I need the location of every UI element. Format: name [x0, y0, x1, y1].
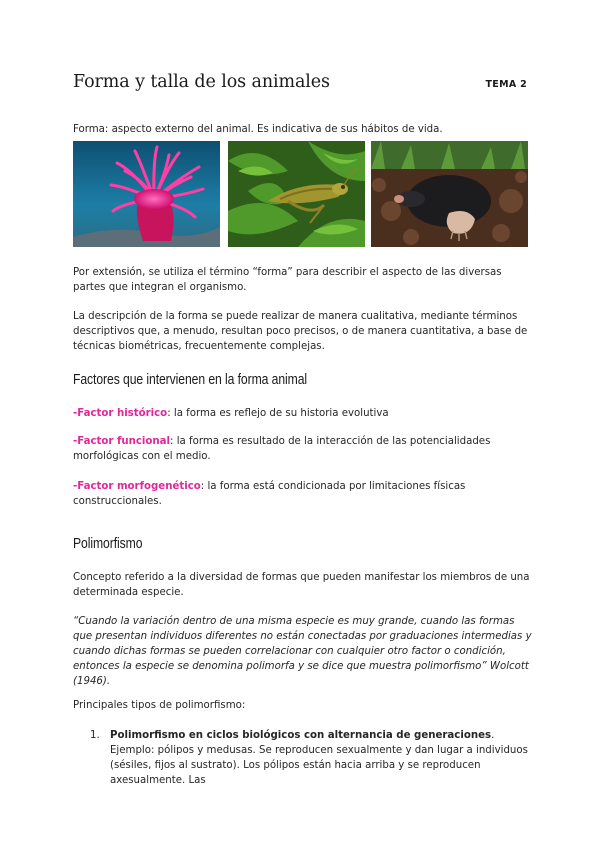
factor-text: : la forma es resultado de la interacción de las potencialidades morfológicas con el medio. — [73, 436, 491, 462]
chapter-label: TEMA 2 — [485, 79, 527, 90]
concept-paragraph: Concepto referido a la diversidad de formas que pueden manifestar los miembros de una determinada especie. — [73, 572, 530, 598]
factor-text: : la forma es reflejo de su historia evolutiva — [167, 408, 389, 419]
list-item-title: Polimorfismo en ciclos biológicos con alternancia de generaciones — [110, 730, 492, 741]
polymorphism-types-list — [73, 728, 535, 788]
sea-anemone-photo — [73, 141, 220, 247]
factor-historico — [73, 406, 535, 421]
types-intro: Principales tipos de polimorfismo: — [73, 700, 246, 711]
factor-funcional — [73, 434, 535, 464]
factor-text: : la forma está condicionada por limitaciones físicas construccionales. — [73, 481, 466, 507]
list-item-text: . Ejemplo: pólipos y medusas. Se reproducen sexualmente y dan lugar a individuos (sésiles, fijos al sustrato). Los pólipos están hacia arriba y se reproducen axesualmente. Las — [110, 730, 528, 786]
polymorphism-heading: Polimorfismo — [73, 536, 143, 552]
mole-photo — [371, 141, 528, 247]
wolcott-quote: “Cuando la variación dentro de una misma especie es muy grande, cuando las formas que presentan individuos diferentes no están conectadas por graduaciones intermedias y cuando dichas formas se pueden correlacionar con cualquier otro factor o condición, entonces la especie se denomina polimorfa y se dice que muestra polimorfismo” Wolcott (1946). — [73, 616, 532, 687]
list-item — [73, 728, 535, 788]
grasshopper-photo — [228, 141, 365, 247]
factor-label: -Factor histórico — [73, 408, 168, 419]
factor-label: -Factor funcional — [73, 436, 171, 447]
list-number: 1. — [90, 730, 100, 741]
page-title: Forma y talla de los animales — [73, 72, 330, 92]
factor-morfogenetico — [73, 479, 535, 509]
description-paragraph: La descripción de la forma se puede realizar de manera cualitativa, mediante términos descriptivos que, a menudo, resultan poco precisos, o de manera cuantitativa, a base de técnicas biométricas, frecuentemente complejas. — [73, 311, 528, 352]
factors-heading: Factores que intervienen en la forma animal — [73, 372, 308, 388]
extension-paragraph: Por extensión, se utiliza el término “forma” para describir el aspecto de las diversas partes que integran el organismo. — [73, 267, 502, 293]
intro-paragraph: Forma: aspecto externo del animal. Es indicativa de sus hábitos de vida. — [73, 124, 443, 135]
factor-label: -Factor morfogenético — [73, 481, 201, 492]
